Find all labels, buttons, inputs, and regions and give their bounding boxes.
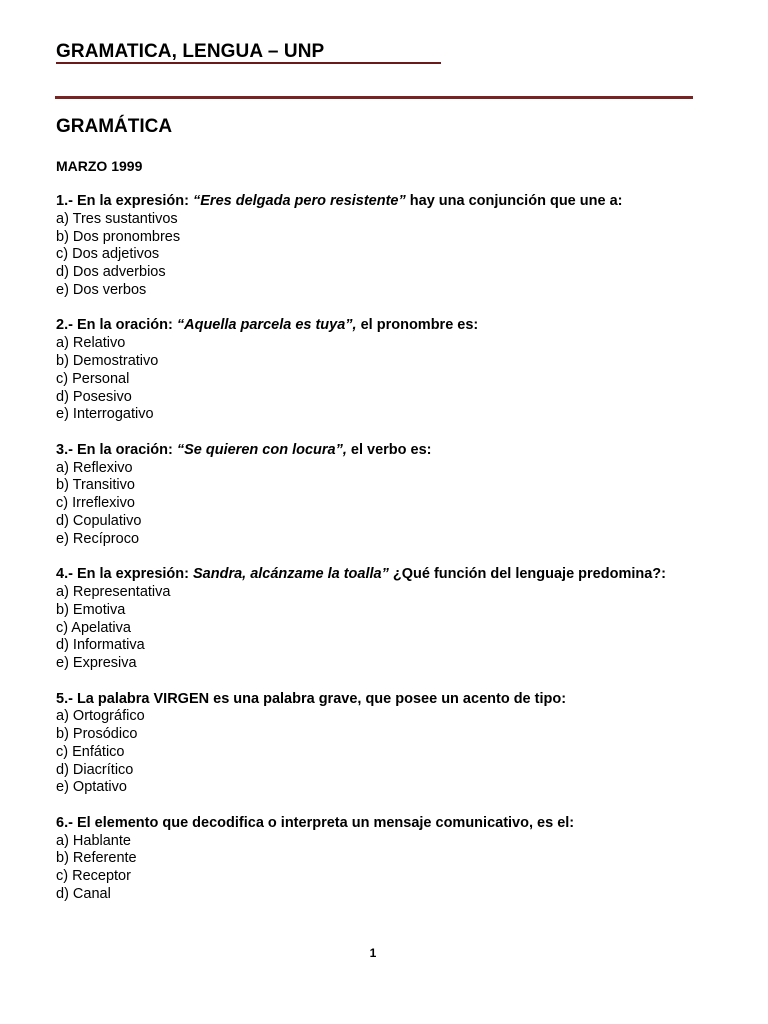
answer-option: d) Posesivo: [56, 388, 132, 405]
answer-option: a) Hablante: [56, 832, 131, 849]
answer-option: c) Irreflexivo: [56, 495, 135, 512]
answer-option: b) Prosódico: [56, 726, 138, 743]
exam-date: MARZO 1999: [56, 158, 143, 174]
question-suffix: ¿Qué función del lenguaje predomina?:: [388, 566, 666, 583]
question-quote: “Eres delgada pero resistente”: [193, 193, 406, 209]
answer-option: a) Tres sustantivos: [56, 210, 178, 227]
question-stem: [56, 566, 692, 584]
question-quote: “Aquella parcela es tuya”,: [176, 317, 357, 334]
answer-option: e) Recíproco: [56, 530, 140, 547]
answer-option: d) Informativa: [56, 637, 145, 654]
answer-option: a) Relativo: [56, 335, 126, 352]
question-stem: [56, 442, 692, 460]
question-6: [56, 815, 692, 904]
question-prefix: 1.- En la expresión:: [56, 193, 193, 209]
answer-option: c) Enfático: [56, 743, 125, 760]
answer-option: c) Receptor: [56, 868, 131, 885]
question-prefix: 6.- El elemento que decodifica o interpreta un mensaje comunicativo, es el:: [56, 814, 575, 831]
answer-option: e) Expresiva: [56, 655, 137, 672]
question-stem: [56, 815, 692, 833]
answer-option: e) Optativo: [56, 779, 127, 796]
question-suffix: el verbo es:: [346, 441, 432, 458]
question-3: [56, 442, 692, 549]
question-prefix: 4.- En la expresión:: [56, 566, 193, 583]
question-stem: [56, 193, 692, 211]
answer-option: c) Dos adjetivos: [56, 246, 160, 263]
question-list: [56, 193, 692, 921]
question-quote: “Se quieren con locura”,: [176, 441, 347, 458]
section-title: GRAMÁTICA: [56, 116, 173, 137]
answer-option: b) Demostrativo: [56, 352, 159, 369]
answer-option: d) Dos adverbios: [56, 264, 166, 281]
answer-option: b) Referente: [56, 850, 137, 867]
answer-option: e) Interrogativo: [56, 406, 154, 423]
answer-option: b) Dos pronombres: [56, 228, 181, 245]
question-prefix: 3.- En la oración:: [56, 441, 177, 458]
question-quote: Sandra, alcánzame la toalla”: [193, 566, 389, 583]
answer-option: a) Reflexivo: [56, 459, 133, 476]
question-2: [56, 317, 692, 424]
answer-option: d) Diacrítico: [56, 761, 134, 778]
question-1: [56, 193, 692, 300]
answer-option: a) Ortográfico: [56, 708, 145, 725]
document-header-title: GRAMATICA, LENGUA – UNP: [56, 41, 325, 62]
answer-option: b) Emotiva: [56, 601, 126, 618]
question-5: [56, 691, 692, 798]
answer-option: d) Copulativo: [56, 512, 142, 529]
answer-option: c) Apelativa: [56, 619, 131, 636]
question-prefix: 5.- La palabra VIRGEN es una palabra grave, que posee un acento de tipo:: [56, 690, 567, 707]
header-rule: [55, 96, 693, 99]
answer-option: b) Transitivo: [56, 477, 135, 494]
question-suffix: hay una conjunción que une a:: [405, 193, 623, 209]
answer-option: e) Dos verbos: [56, 281, 147, 298]
question-prefix: 2.- En la oración:: [56, 317, 177, 334]
question-stem: [56, 691, 692, 709]
question-suffix: el pronombre es:: [356, 317, 479, 334]
question-4: [56, 566, 692, 673]
question-stem: [56, 317, 692, 335]
page-number: 1: [369, 946, 377, 960]
answer-option: c) Personal: [56, 370, 130, 387]
answer-option: a) Representativa: [56, 583, 171, 600]
answer-option: d) Canal: [56, 886, 111, 903]
header-underline: [56, 62, 441, 64]
